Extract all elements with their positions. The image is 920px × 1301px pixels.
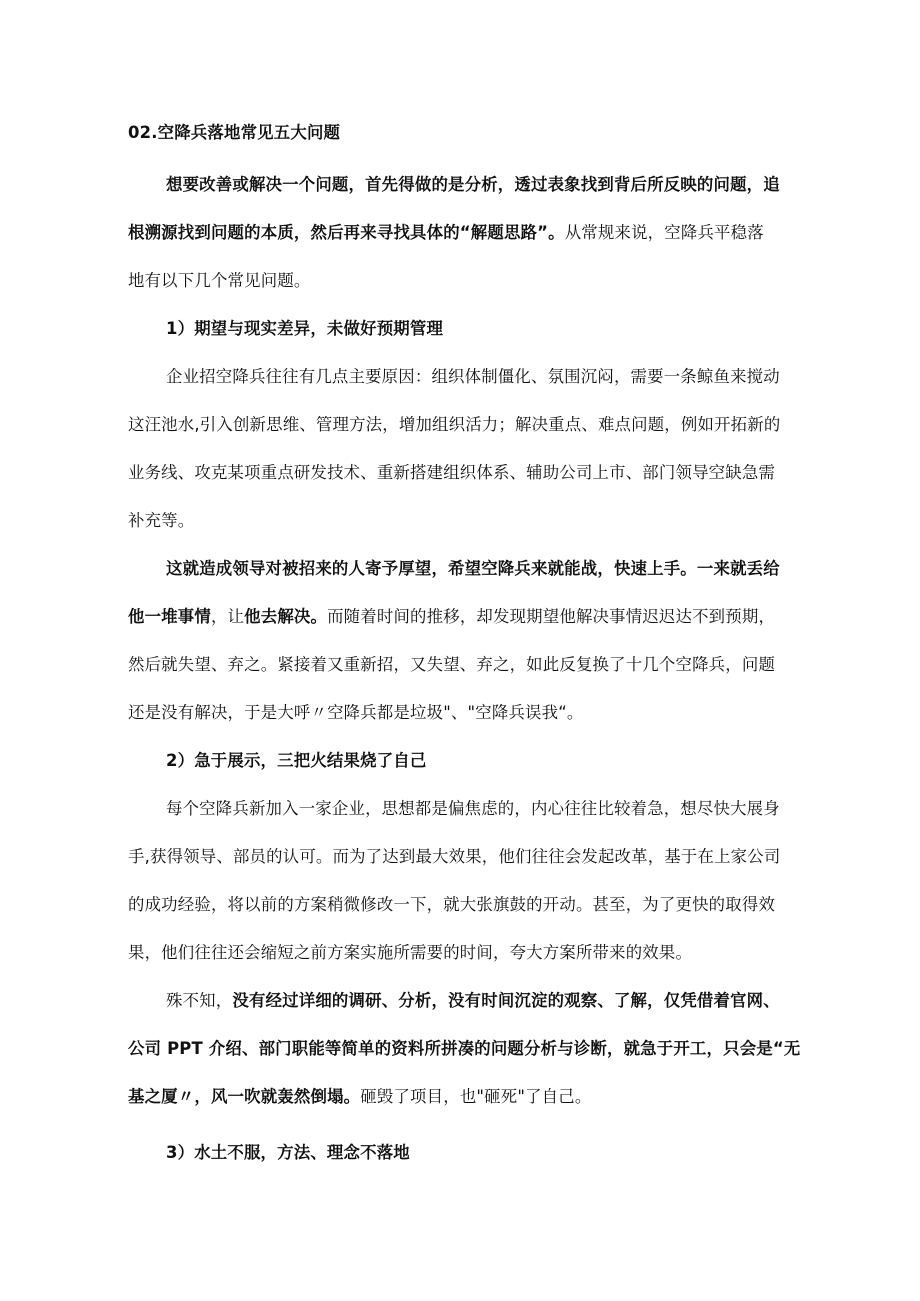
section2-p1-line-2: 手,获得领导、部员的认可。而为了达到最大效果，他们往往会发起改革，基于在上家公司: [128, 847, 781, 866]
section1-p2-line-4: 还是没有解决，于是大呼〃空降兵都是垃圾"、"空降兵误我“。: [128, 703, 584, 722]
section1-title: 1）期望与现实差异，未做好预期管理: [166, 319, 444, 338]
section1-p2-line-2-normal-b: 而随着时间的推移，却发现期望他解决事情迟迟达不到预期，: [327, 607, 776, 626]
intro-line-2-normal: 从常规来说，空降兵平稳落: [564, 223, 764, 242]
section2-p1-line-1: 每个空降兵新加入一家企业，思想都是偏焦虑的，内心往往比较着急，想尽快大展身: [166, 799, 780, 818]
section2-p2-line-1-normal: 殊不知，: [166, 991, 233, 1010]
section1-p2-line-2-bold-a: 他一堆事情: [128, 607, 211, 626]
intro-line-2-bold: 根溯源找到问题的本质，然后再来寻找具体的“解题思路”。: [128, 223, 565, 242]
section2-p1-line-3: 的成功经验，将以前的方案稍微修改一下，就大张旗鼓的开动。甚至，为了更快的取得效: [128, 895, 776, 914]
section1-p2-line-2-bold-b: 他去解决。: [244, 607, 328, 626]
intro-line-1: 想要改善或解决一个问题，首先得做的是分析，透过表象找到背后所反映的问题，追: [166, 175, 780, 194]
section2-p2-line-2: 公司 PPT 介绍、部门职能等简单的资料所拼凑的问题分析与诊断，就急于开工，只会是“无: [128, 1039, 801, 1058]
section1-p1-line-2: 这汪池水,引入创新思维、管理方法，增加组织活力；解决重点、难点问题，例如开拓新的: [128, 415, 781, 434]
section1-p2-line-2: [128, 606, 808, 628]
section1-p1-line-4: 补充等。: [128, 511, 195, 530]
section2-p2-line-1-bold: 没有经过详细的调研、分析，没有时间沉淀的观察、了解，仅凭借着官网、: [232, 991, 780, 1010]
section2-p2-line-3-bold: 基之厦〃，风一吹就轰然倒塌。: [128, 1087, 361, 1106]
section2-p2-line-1: [166, 990, 808, 1012]
section2-p2-line-3-normal: 砸毁了项目，也"砸死"了自己。: [360, 1087, 592, 1106]
section1-p1-line-1: 企业招空降兵往往有几点主要原因：组织体制僵化、氛围沉闷，需要一条鲸鱼来搅动: [166, 367, 780, 386]
section1-p2-line-1: 这就造成领导对被招来的人寄予厚望，希望空降兵来就能战，快速上手。一来就丢给: [166, 559, 780, 578]
section2-title: 2）急于展示，三把火结果烧了自己: [166, 751, 427, 770]
heading: 02.空降兵落地常见五大问题: [128, 123, 341, 142]
section3-title: 3）水土不服，方法、理念不落地: [166, 1143, 410, 1162]
section1-p1-line-3: 业务线、攻克某项重点研发技术、重新搭建组织体系、辅助公司上市、部门领导空缺急需: [128, 463, 776, 482]
section2-p2-line-3: [128, 1086, 808, 1108]
intro-line-2: [128, 222, 808, 244]
section2-p1-line-4: 果，他们往往还会缩短之前方案实施所需要的时间，夸大方案所带来的效果。: [128, 943, 693, 962]
section1-p2-line-2-normal-a: ，让: [210, 607, 245, 626]
section1-p2-line-3: 然后就失望、弃之。紧接着又重新招，又失望、弃之，如此反复换了十几个空降兵，问题: [128, 655, 776, 674]
intro-line-3: 地有以下几个常见问题。: [128, 271, 311, 290]
